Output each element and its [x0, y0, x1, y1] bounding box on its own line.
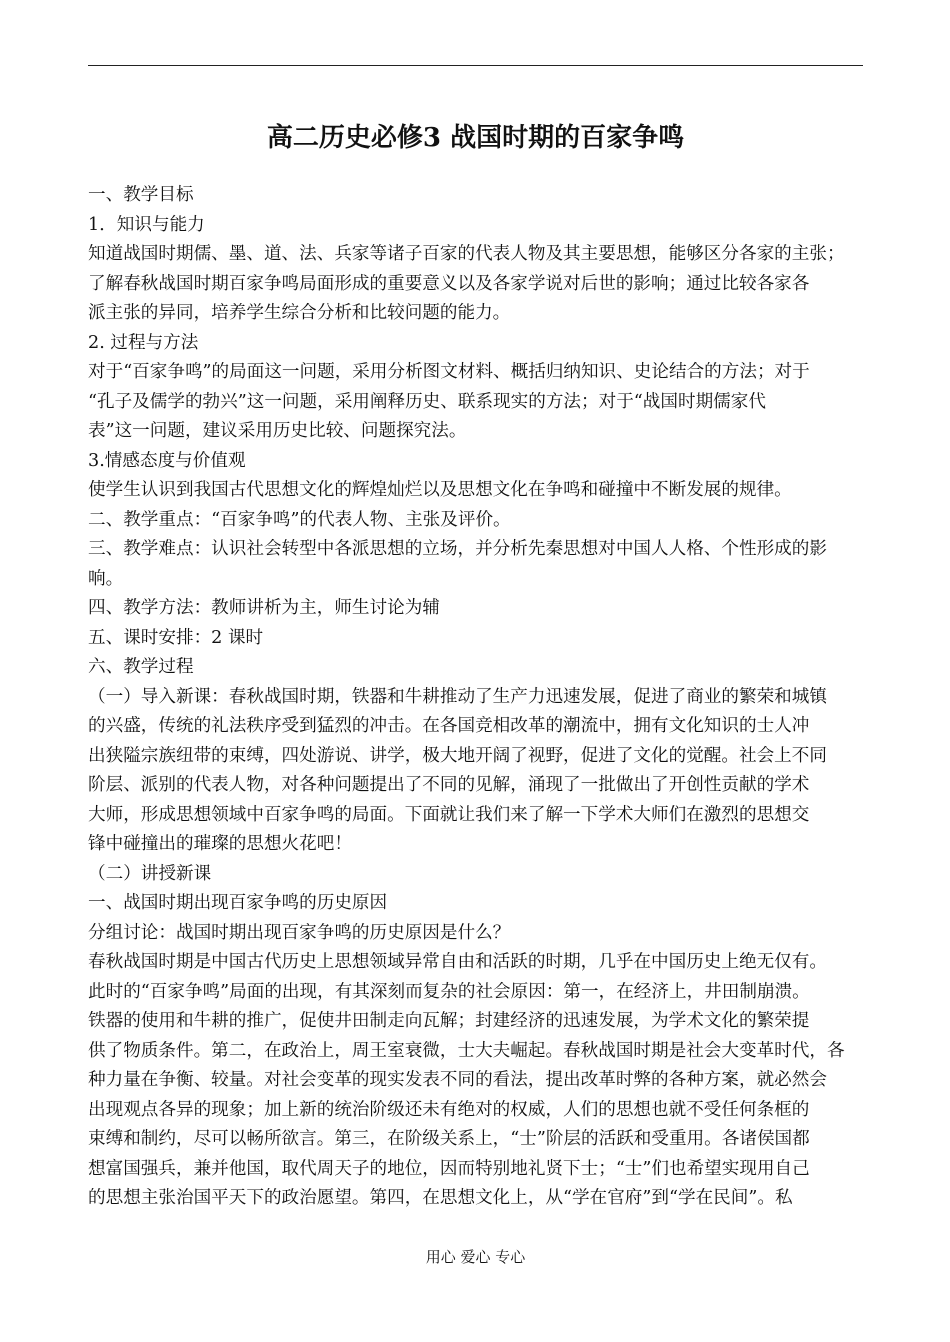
body-line: 一、战国时期出现百家争鸣的历史原因 [88, 893, 388, 913]
body-line: 铁器的使用和牛耕的推广，促使井田制走向瓦解；封建经济的迅速发展，为学术文化的繁荣提 [88, 1011, 810, 1031]
body-line: 供了物质条件。第二，在政治上，周王室衰微，士大夫崛起。春秋战国时期是社会大变革时代，各 [88, 1040, 845, 1061]
body-line: 阶层、派别的代表人物，对各种问题提出了不同的见解，涌现了一批做出了开创性贡献的学术 [88, 775, 810, 795]
body-line: 的思想主张治国平天下的政治愿望。第四，在思想文化上，从“学在官府”到“学在民间”。私 [88, 1188, 793, 1208]
body-line: 春秋战国时期是中国古代历史上思想领域异常自由和活跃的时期，几乎在中国历史上绝无仅有。 [88, 952, 827, 972]
body-line: 对于“百家争鸣”的局面这一问题，采用分析图文材料、概括归纳知识、史论结合的方法；对于 [88, 362, 810, 382]
document-title: 高二历史必修3 战国时期的百家争鸣 [266, 123, 685, 153]
body-line: 三、教学难点：认识社会转型中各派思想的立场，并分析先秦思想对中国人人格、个性形成的影 [88, 539, 827, 559]
header-rule [88, 65, 863, 66]
body-line: 大师，形成思想领域中百家争鸣的局面。下面就让我们来了解一下学术大师们在激烈的思想交 [88, 804, 810, 825]
body-line: 锋中碰撞出的璀璨的思想火花吧！ [88, 834, 352, 854]
body-line: 想富国强兵，兼并他国，取代周天子的地位，因而特别地礼贤下士；“士”们也希望实现用自己 [88, 1158, 810, 1179]
body-line: （一）导入新课：春秋战国时期，铁器和牛耕推动了生产力迅速发展，促进了商业的繁荣和城镇 [88, 686, 827, 707]
body-line: 出狭隘宗族纽带的束缚，四处游说、讲学，极大地开阔了视野，促进了文化的觉醒。社会上不同 [88, 745, 827, 766]
body-line: 响。 [88, 568, 124, 589]
body-line: 四、教学方法：教师讲析为主，师生讨论为辅 [88, 598, 440, 618]
body-line: 了解春秋战国时期百家争鸣局面形成的重要意义以及各家学说对后世的影响；通过比较各家各 [88, 273, 810, 294]
body-line: 种力量在争衡、较量。对社会变革的现实发表不同的看法，提出改革时弊的各种方案，就必然会 [88, 1070, 827, 1090]
body-line: （二）讲授新课 [88, 863, 212, 884]
body-line: 使学生认识到我国古代思想文化的辉煌灿烂以及思想文化在争鸣和碰撞中不断发展的规律。 [88, 480, 792, 500]
body-line: 1．知识与能力 [88, 214, 205, 235]
body-line: 知道战国时期儒、墨、道、法、兵家等诸子百家的代表人物及其主要思想，能够区分各家的主张； [88, 244, 845, 264]
body-line: 束缚和制约，尽可以畅所欲言。第三，在阶级关系上，“士”阶层的活跃和受重用。各诸侯国都 [88, 1129, 810, 1149]
body-line: 的兴盛，传统的礼法秩序受到猛烈的冲击。在各国竞相改革的潮流中，拥有文化知识的士人冲 [88, 716, 810, 736]
document-body [88, 181, 874, 1214]
body-line: 六、教学过程 [88, 657, 194, 677]
page-footer: 用心 爱心 专心 [425, 1248, 526, 1266]
body-line: 此时的“百家争鸣”局面的出现，有其深刻而复杂的社会原因：第一，在经济上，井田制崩溃。 [88, 981, 810, 1002]
body-line: 二、教学重点：“百家争鸣”的代表人物、主张及评价。 [88, 509, 511, 530]
body-line: 分组讨论：战国时期出现百家争鸣的历史原因是什么？ [88, 922, 511, 943]
body-line: 表”这一问题，建议采用历史比较、问题探究法。 [88, 421, 467, 441]
body-line: 五、课时安排：2 课时 [88, 627, 264, 648]
body-line: 派主张的异同，培养学生综合分析和比较问题的能力。 [88, 303, 511, 323]
body-line: 3.情感态度与价值观 [88, 450, 246, 471]
body-line: 2. 过程与方法 [88, 332, 199, 353]
body-line: 出现观点各异的现象；加上新的统治阶级还未有绝对的权威，人们的思想也就不受任何条框的 [88, 1099, 810, 1120]
body-line: 一、教学目标 [88, 185, 194, 205]
body-line: “孔子及儒学的勃兴”这一问题，采用阐释历史、联系现实的方法；对于“战国时期儒家代 [88, 391, 766, 412]
